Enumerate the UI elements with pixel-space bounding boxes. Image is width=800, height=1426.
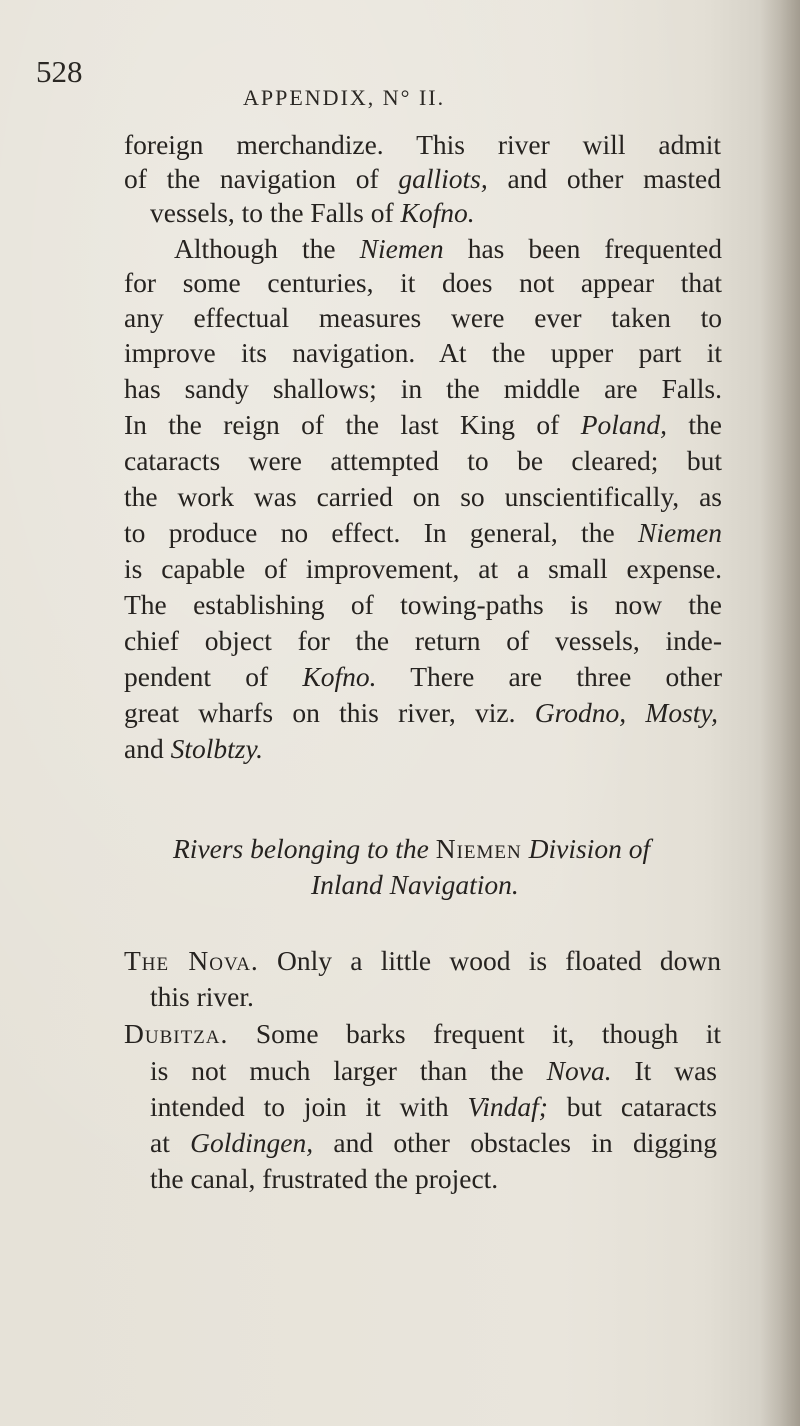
text-line: Dubitza. Some barks frequent it, though it	[124, 1018, 721, 1049]
text-line: vessels, to the Falls of Kofno.	[150, 197, 475, 228]
text-line: In the reign of the last King of Poland, the	[124, 409, 722, 440]
text-line: chief object for the return of vessels, inde-	[124, 625, 722, 656]
text-line: foreign merchandize. This river will admit	[124, 129, 721, 160]
section-heading-subline: Inland Navigation.	[311, 869, 519, 900]
text-line: and Stolbtzy.	[124, 733, 264, 764]
text-line: Although the Niemen has been frequented	[174, 233, 722, 264]
section-heading: Rivers belonging to the Niemen Division of	[173, 833, 651, 864]
text-line: has sandy shallows; in the middle are Falls.	[124, 373, 722, 404]
text-line: any effectual measures were ever taken to	[124, 302, 722, 333]
text-line: The Nova. Only a little wood is floated down	[124, 945, 721, 976]
river-name: The Nova.	[124, 945, 259, 976]
river-name: Dubitza.	[124, 1018, 229, 1049]
text-line: improve its navigation. At the upper part it	[124, 337, 722, 368]
page-number: 528	[36, 54, 83, 89]
text-line: for some centuries, it does not appear that	[124, 267, 722, 298]
text-line: of the navigation of galliots, and other masted	[124, 163, 721, 194]
text-line: is not much larger than the Nova. It was	[150, 1055, 717, 1086]
running-head: APPENDIX, N° II.	[243, 85, 446, 110]
text-line: pendent of Kofno. There are three other	[124, 661, 722, 692]
text-line: the canal, frustrated the project.	[150, 1163, 499, 1194]
text-line: The establishing of towing-paths is now the	[124, 589, 722, 620]
text-line: cataracts were attempted to be cleared; but	[124, 445, 722, 476]
page-edge-shadow	[760, 0, 800, 1426]
text-line: great wharfs on this river, viz. Grodno, Mosty,	[124, 697, 718, 728]
text-line: to produce no effect. In general, the Niemen	[124, 517, 722, 548]
text-line: intended to join it with Vindaf; but cataracts	[150, 1091, 717, 1122]
text-line: is capable of improvement, at a small expense.	[124, 553, 722, 584]
text-line: the work was carried on so unscientifically, as	[124, 481, 722, 512]
text-line: at Goldingen, and other obstacles in digging	[150, 1127, 717, 1158]
text-line: this river.	[150, 981, 254, 1012]
